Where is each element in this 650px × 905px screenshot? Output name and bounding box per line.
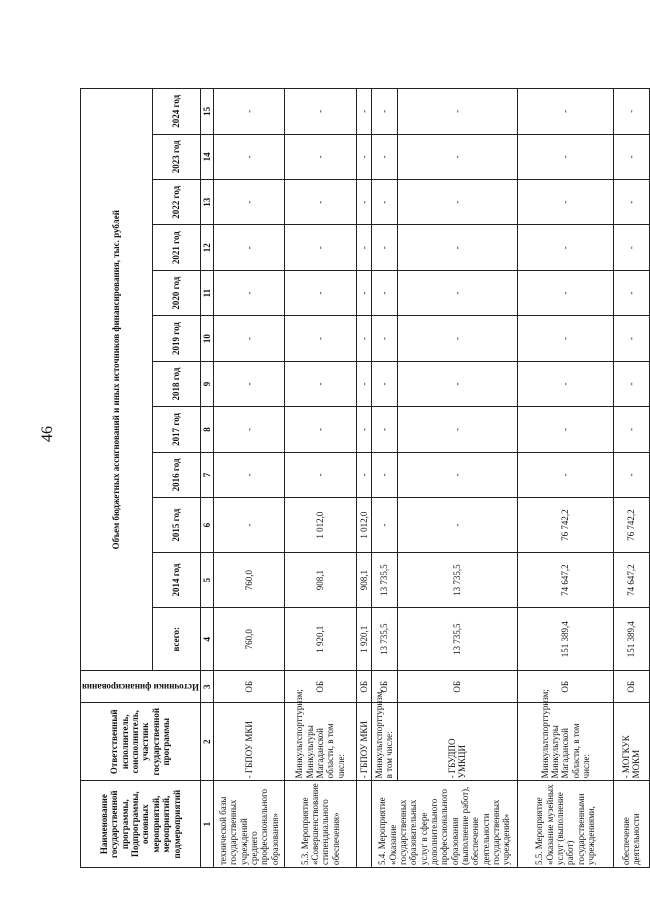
row-name xyxy=(356,781,371,868)
row-value: - xyxy=(518,180,614,225)
row-value: - xyxy=(371,498,397,553)
row-value: - xyxy=(397,316,517,361)
row-value: - xyxy=(518,316,614,361)
row-value: 1 012,0 xyxy=(284,498,356,553)
row-value: 13 735,5 xyxy=(371,553,397,608)
row-value: - xyxy=(397,452,517,497)
row-executor: - ГБПОУ МКИ xyxy=(356,703,371,781)
table-row xyxy=(397,89,517,868)
row-value: 13 735,5 xyxy=(397,608,517,671)
row-value: - xyxy=(356,361,371,406)
header-executor: Ответственный исполнитель, соисполнитель, участник государственной программы xyxy=(81,703,201,781)
row-value: - xyxy=(397,180,517,225)
row-value: - xyxy=(284,407,356,452)
row-value: - xyxy=(518,225,614,270)
header-total: всего: xyxy=(152,608,200,671)
row-value: - xyxy=(518,134,614,179)
row-value: 13 735,5 xyxy=(371,608,397,671)
row-value: - xyxy=(371,407,397,452)
header-year: 2018 год xyxy=(152,361,200,406)
header-year: 2020 год xyxy=(152,270,200,315)
row-executor: Минкультспорттуризм; Минкультуры Магаданской области, в том числе: xyxy=(284,703,356,781)
row-value: - xyxy=(356,407,371,452)
row-source: ОБ xyxy=(397,671,517,703)
row-value: - xyxy=(518,452,614,497)
row-value: - xyxy=(284,89,356,135)
header-year: 2017 год xyxy=(152,407,200,452)
header-source xyxy=(81,671,201,703)
header-year: 2015 год xyxy=(152,498,200,553)
row-value: 76 742,2 xyxy=(518,498,614,553)
row-value: - xyxy=(371,452,397,497)
row-value: 74 647,2 xyxy=(613,553,649,608)
header-source-text: Источники финансирования xyxy=(82,681,199,692)
row-value: 1 012,0 xyxy=(356,498,371,553)
row-value: - xyxy=(356,270,371,315)
row-value: - xyxy=(613,452,649,497)
row-value: - xyxy=(371,316,397,361)
budget-table xyxy=(80,88,650,868)
column-number: 5 xyxy=(200,553,213,608)
table-row xyxy=(371,89,397,868)
row-name: 5.4. Мероприятие «Оказание государственных образовательных услуг в сфере дополнительного профессионального образования (выполнение работ), обеспечение деятельности государственных учреждений» xyxy=(371,781,517,868)
row-value: - xyxy=(371,270,397,315)
row-value: - xyxy=(214,225,284,270)
row-value: - xyxy=(214,180,284,225)
column-number: 14 xyxy=(200,134,213,179)
column-number: 15 xyxy=(200,89,213,135)
row-value: - xyxy=(397,270,517,315)
column-number: 9 xyxy=(200,361,213,406)
row-value: - xyxy=(518,270,614,315)
row-source: ОБ xyxy=(518,671,614,703)
row-value: - xyxy=(397,89,517,135)
budget-table-rotated xyxy=(80,88,642,868)
row-value: - xyxy=(397,134,517,179)
row-source: ОБ xyxy=(214,671,284,703)
column-number: 11 xyxy=(200,270,213,315)
row-value: - xyxy=(371,225,397,270)
row-source: ОБ xyxy=(613,671,649,703)
header-year: 2023 год xyxy=(152,134,200,179)
row-value: - xyxy=(214,89,284,135)
header-year: 2022 год xyxy=(152,180,200,225)
row-value: - xyxy=(397,407,517,452)
row-executor: Минкультспорттуризм; Минкультуры Магаданской области, в том числе: xyxy=(518,703,614,781)
row-value: 760,0 xyxy=(214,608,284,671)
row-value: - xyxy=(356,452,371,497)
row-value: - xyxy=(397,225,517,270)
row-value: - xyxy=(371,361,397,406)
header-year: 2016 год xyxy=(152,452,200,497)
row-value: 151 389,4 xyxy=(518,608,614,671)
row-value: - xyxy=(356,134,371,179)
header-year: 2024 год xyxy=(152,89,200,135)
row-value: - xyxy=(284,361,356,406)
row-executor: - ГБУДПО УМКЦИ xyxy=(397,703,517,781)
row-name: 5.3. Мероприятие «Совершенствование стипендиального обеспечения» xyxy=(284,781,356,868)
table-row xyxy=(214,89,284,868)
row-value: - xyxy=(214,452,284,497)
header-funding-group: Объем бюджетных ассигнований и иных источников финансирования, тыс. рублей xyxy=(81,89,153,671)
row-value: - xyxy=(284,225,356,270)
row-value: - xyxy=(613,407,649,452)
column-number: 1 xyxy=(200,781,213,868)
row-value: 76 742,2 xyxy=(613,498,649,553)
row-executor: Минкультспорттуризм, в том числе: xyxy=(371,703,397,781)
table-row xyxy=(518,89,614,868)
row-value: - xyxy=(613,225,649,270)
row-value: - xyxy=(356,89,371,135)
column-number: 7 xyxy=(200,452,213,497)
column-number: 6 xyxy=(200,498,213,553)
header-name: Наименование государственной программы, Подпрограммы, основных мероприятий, мероприятий, подмероприятий xyxy=(81,781,201,868)
table-row xyxy=(613,89,649,868)
row-value: - xyxy=(214,134,284,179)
row-value: - xyxy=(214,316,284,361)
row-value: - xyxy=(371,134,397,179)
row-value: - xyxy=(284,134,356,179)
row-value: - xyxy=(371,89,397,135)
row-value: 760,0 xyxy=(214,553,284,608)
row-source: ОБ xyxy=(356,671,371,703)
row-value: - xyxy=(613,361,649,406)
row-value: 13 735,5 xyxy=(397,553,517,608)
row-value: - xyxy=(356,180,371,225)
header-year: 2019 год xyxy=(152,316,200,361)
row-value: 1 920,1 xyxy=(356,608,371,671)
column-number: 4 xyxy=(200,608,213,671)
row-source: ОБ xyxy=(284,671,356,703)
row-source: ОБ xyxy=(371,671,397,703)
column-number: 10 xyxy=(200,316,213,361)
row-value: - xyxy=(397,361,517,406)
row-executor: - ГБПОУ МКИ xyxy=(214,703,284,781)
column-number: 12 xyxy=(200,225,213,270)
row-value: 74 647,2 xyxy=(518,553,614,608)
column-number: 2 xyxy=(200,703,213,781)
table-row xyxy=(356,89,371,868)
table-row xyxy=(284,89,356,868)
row-name: технической базы государственных учреждений среднего профессионального образования» xyxy=(214,781,284,868)
row-value: - xyxy=(397,498,517,553)
row-value: - xyxy=(284,270,356,315)
column-number: 13 xyxy=(200,180,213,225)
row-value: 908,1 xyxy=(284,553,356,608)
row-value: - xyxy=(214,498,284,553)
row-value: - xyxy=(371,180,397,225)
header-year: 2014 год xyxy=(152,553,200,608)
row-value: - xyxy=(214,407,284,452)
row-name: обеспечение деятельности xyxy=(613,781,649,868)
row-value: - xyxy=(214,361,284,406)
row-value: - xyxy=(518,361,614,406)
row-value: - xyxy=(284,180,356,225)
row-value: - xyxy=(356,316,371,361)
row-value: - xyxy=(613,180,649,225)
row-value: - xyxy=(613,316,649,361)
row-value: - xyxy=(613,270,649,315)
column-number: 3 xyxy=(200,671,213,703)
row-value: - xyxy=(518,407,614,452)
header-year: 2021 год xyxy=(152,225,200,270)
row-value: - xyxy=(613,134,649,179)
row-value: 151 389,4 xyxy=(613,608,649,671)
row-value: - xyxy=(214,270,284,315)
row-value: 1 920,1 xyxy=(284,608,356,671)
row-value: - xyxy=(356,225,371,270)
row-executor: - МОГКУК МОКМ xyxy=(613,703,649,781)
row-name: 5.5. Мероприятие «Оказание музейных услуг (выполнение работ) государственными учреждениями, xyxy=(518,781,614,868)
column-number-row xyxy=(200,89,213,868)
column-number: 8 xyxy=(200,407,213,452)
page-number: 46 xyxy=(39,426,56,442)
row-value: - xyxy=(518,89,614,135)
row-value: - xyxy=(284,452,356,497)
row-value: - xyxy=(613,89,649,135)
row-value: 908,1 xyxy=(356,553,371,608)
row-value: - xyxy=(284,316,356,361)
